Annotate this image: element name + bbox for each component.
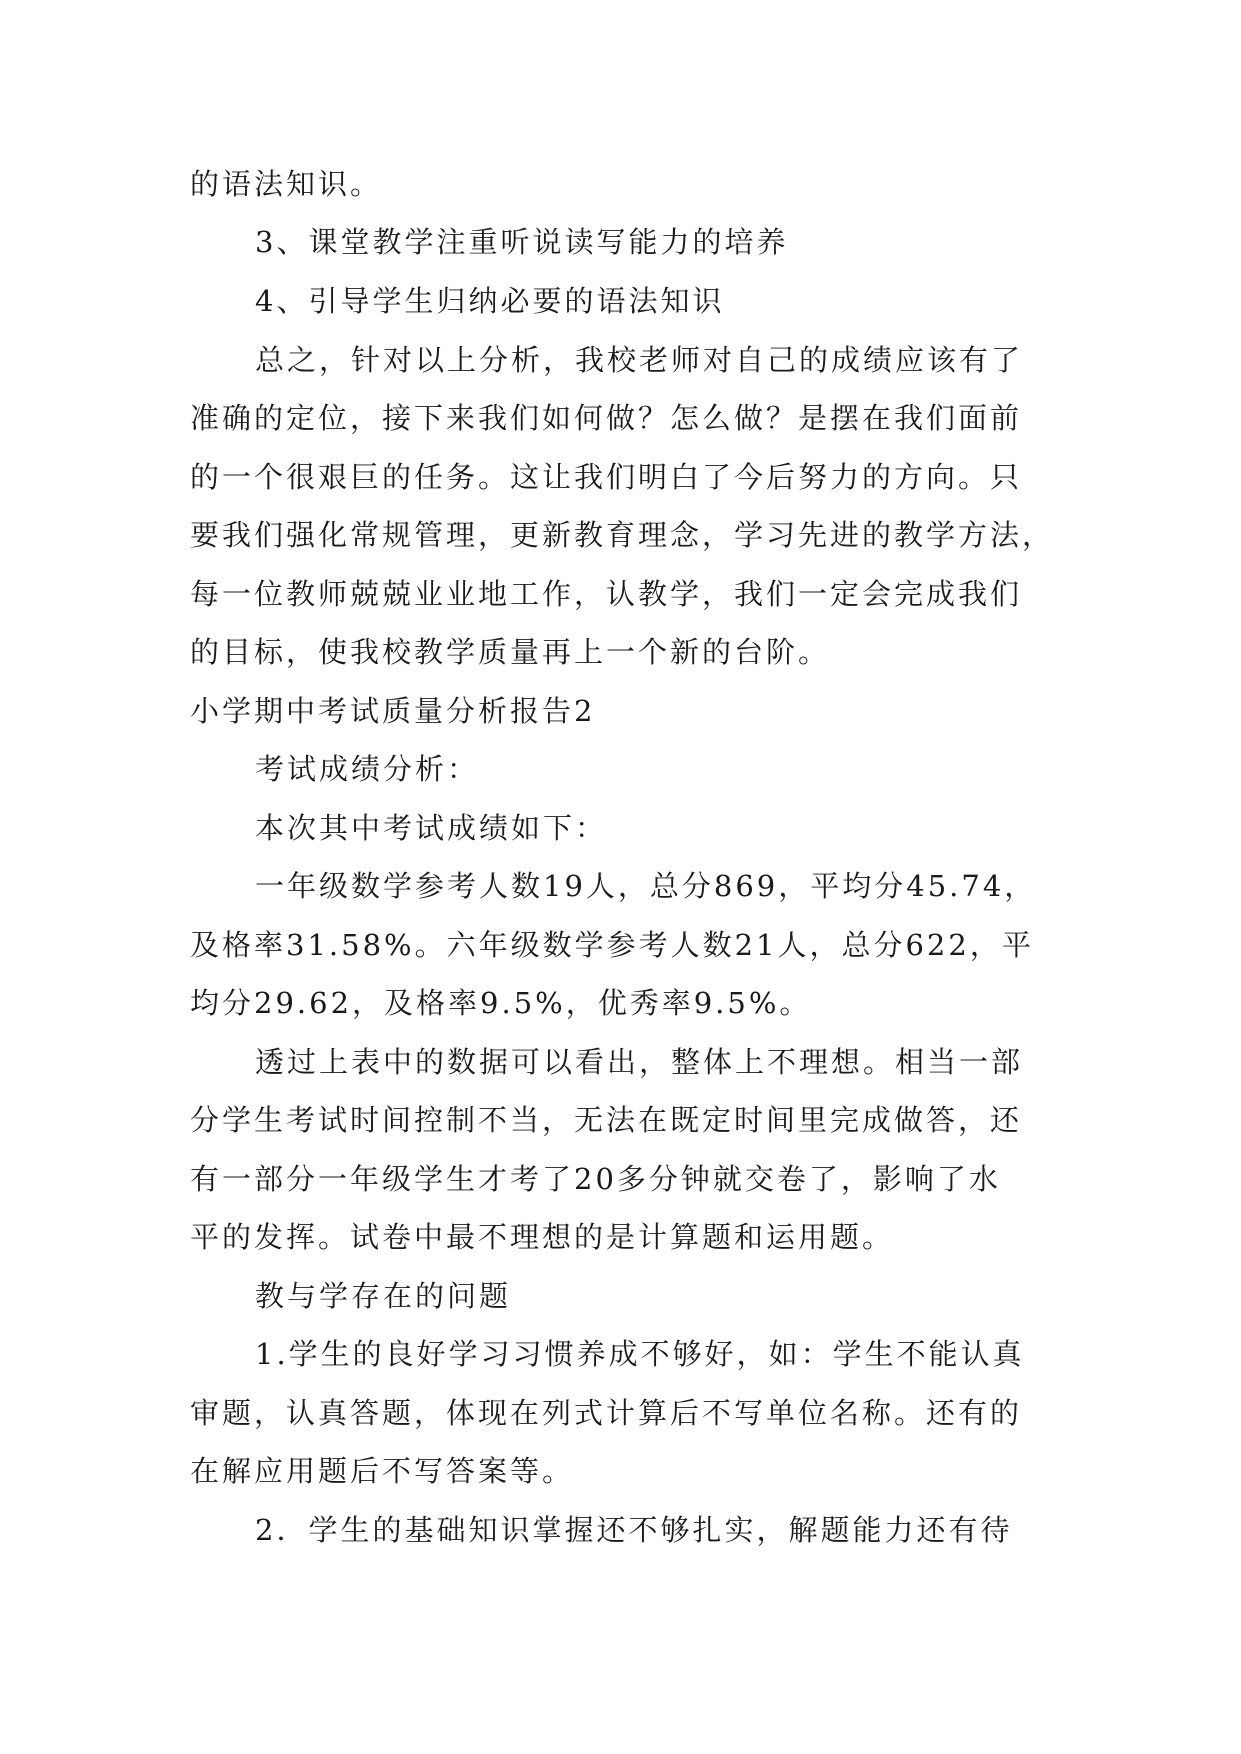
text-line: 的语法知识。 (190, 167, 383, 201)
text-line: 每一位教师兢兢业业地工作，认教学，我们一定会完成我们 (190, 577, 1023, 611)
text-line: 审题，认真答题，体现在列式计算后不写单位名称。还有的 (190, 1396, 1023, 1430)
text-line: 1.学生的良好学习习惯养成不够好，如：学生不能认真 (255, 1337, 1025, 1371)
text-line: 一年级数学参考人数19人，总分869，平均分45.74， (255, 869, 1037, 903)
text-line: 透过上表中的数据可以看出，整体上不理想。相当一部 (255, 1045, 1024, 1079)
text-line: 教与学存在的问题 (255, 1279, 512, 1313)
text-line: 的目标，使我校教学质量再上一个新的台阶。 (190, 635, 831, 669)
text-line: 及格率31.58%。六年级数学参考人数21人，总分622，平 (190, 928, 1034, 962)
text-line: 本次其中考试成绩如下： (255, 811, 608, 845)
text-line: 4、引导学生归纳必要的语法知识 (255, 284, 725, 318)
text-line: 分学生考试时间控制不当，无法在既定时间里完成做答，还 (190, 1103, 1023, 1137)
text-line: 均分29.62，及格率9.5%，优秀率9.5%。 (190, 986, 812, 1020)
text-line: 总之，针对以上分析，我校老师对自己的成绩应该有了 (255, 343, 1024, 377)
text-line: 考试成绩分析： (255, 752, 480, 786)
section-heading: 小学期中考试质量分析报告2 (190, 694, 596, 728)
text-line: 的一个很艰巨的任务。这让我们明白了今后努力的方向。只 (190, 460, 1023, 494)
text-line: 2．学生的基础知识掌握还不够扎实，解题能力还有待 (255, 1513, 1013, 1547)
text-line: 准确的定位，接下来我们如何做？怎么做？是摆在我们面前 (190, 401, 1023, 435)
text-line: 在解应用题后不写答案等。 (190, 1454, 575, 1488)
text-line: 要我们强化常规管理，更新教育理念，学习先进的教学方法， (190, 518, 1055, 552)
text-line: 平的发挥。试卷中最不理想的是计算题和运用题。 (190, 1220, 895, 1254)
text-line: 3、课堂教学注重听说读写能力的培养 (255, 225, 789, 259)
text-line: 有一部分一年级学生才考了20多分钟就交卷了，影响了水 (190, 1162, 1001, 1196)
